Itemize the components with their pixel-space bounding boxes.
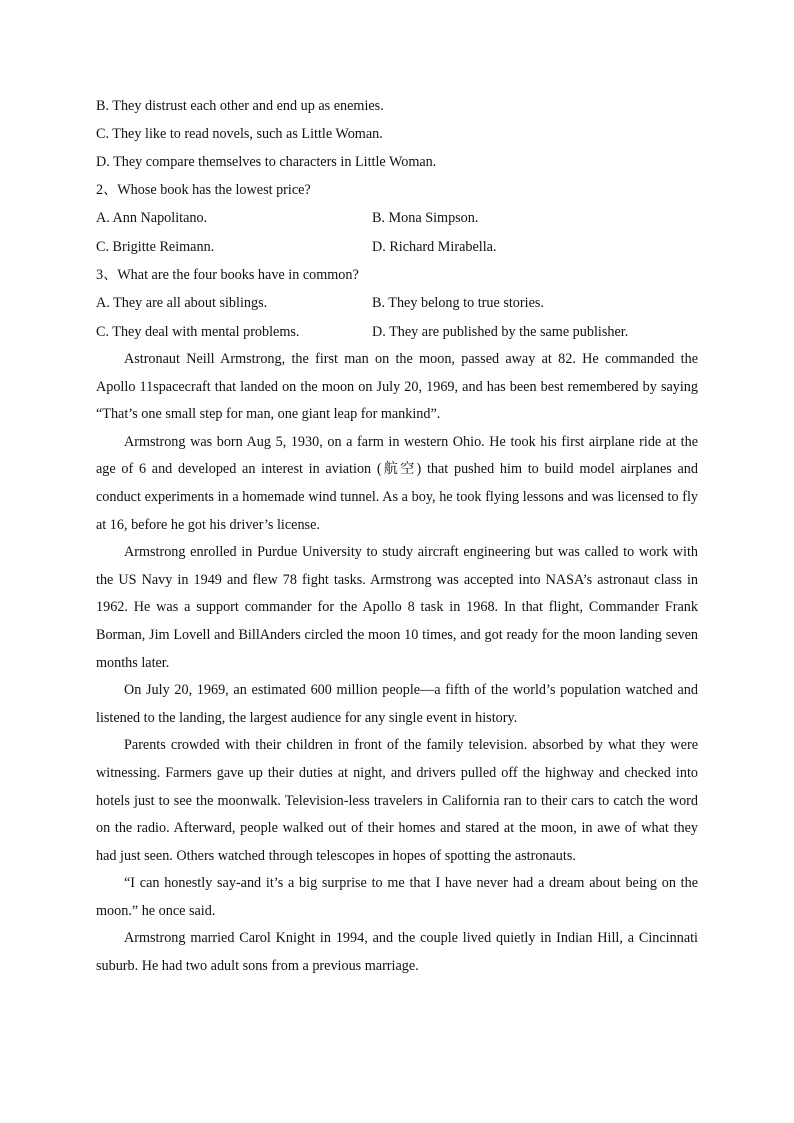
q3-option-b: B. They belong to true stories. <box>372 295 544 311</box>
q3-option-a: A. They are all about siblings. <box>96 295 268 311</box>
q3-option-d: D. They are published by the same publisher. <box>372 323 629 340</box>
q3-options-row-2 <box>96 318 698 347</box>
q2-options-row-2 <box>96 233 698 262</box>
passage-paragraph-4: On July 20, 1969, an estimated 600 million people—a fifth of the world’s population watched and listened to the landing, the largest audience for any single event in history. <box>96 682 698 726</box>
q1-option-c: C. They like to read novels, such as Little Woman. <box>96 126 383 142</box>
passage-paragraph-1: Astronaut Neill Armstrong, the first man on the moon, passed away at 82. He commanded the Apollo 11spacecraft that landed on the moon on July 20, 1969, and has been best remembered by saying “That’s one small step for man, one giant leap for mankind”. <box>96 351 698 423</box>
reading-passage <box>96 346 698 981</box>
q1-option-b: B. They distrust each other and end up as enemies. <box>96 98 384 114</box>
passage-paragraph-6: “I can honestly say-and it’s a big surprise to me that I have never had a dream about being on the moon.” he once said. <box>96 875 698 919</box>
q2-option-a: A. Ann Napolitano. <box>96 210 208 226</box>
passage-paragraph-5: Parents crowded with their children in front of the family television. absorbed by what they were witnessing. Farmers gave up their duties at night, and drivers pulled off the highway and checked into hotels just to see the moonwalk. Television-less travelers in California ran to their cars to catch the word on the radio. Afterward, people walked out of their homes and stared at the moon, in awe of what they had just seen. Others watched through telescopes in hopes of spotting the astronauts. <box>96 737 698 864</box>
q3-question: 3、What are the four books have in common? <box>96 267 359 283</box>
q2-option-c: C. Brigitte Reimann. <box>96 238 215 255</box>
q2-options-row-1 <box>96 204 698 233</box>
passage-paragraph-3: Armstrong enrolled in Purdue University to study aircraft engineering but was called to work with the US Navy in 1949 and flew 78 fight tasks. Armstrong was accepted into NASA’s astronaut class in 1962. He was a support commander for the Apollo 8 task in 1968. In that flight, Commander Frank Borman, Jim Lovell and BillAnders circled the moon 10 times, and got ready for the moon landing seven months later. <box>96 544 698 671</box>
q3-options-row-1 <box>96 289 698 318</box>
q3-option-c: C. They deal with mental problems. <box>96 323 300 340</box>
q1-option-d: D. They compare themselves to characters in Little Woman. <box>96 154 437 170</box>
q2-option-d: D. Richard Mirabella. <box>372 238 497 255</box>
passage-paragraph-7: Armstrong married Carol Knight in 1994, and the couple lived quietly in Indian Hill, a Cincinnati suburb. He had two adult sons from a previous marriage. <box>96 930 698 975</box>
q2-option-b: B. Mona Simpson. <box>372 210 479 226</box>
passage-paragraph-2: Armstrong was born Aug 5, 1930, on a farm in western Ohio. He took his first airplane ride at the age of 6 and developed an interest in aviation (航空) that pushed him to build model airplanes and conduct experiments in a homemade wind tunnel. As a boy, he took flying lessons and was licensed to fly at 16, before he got his driver’s license. <box>96 433 698 533</box>
q2-question: 2、Whose book has the lowest price? <box>96 182 311 198</box>
document-page <box>96 92 698 981</box>
